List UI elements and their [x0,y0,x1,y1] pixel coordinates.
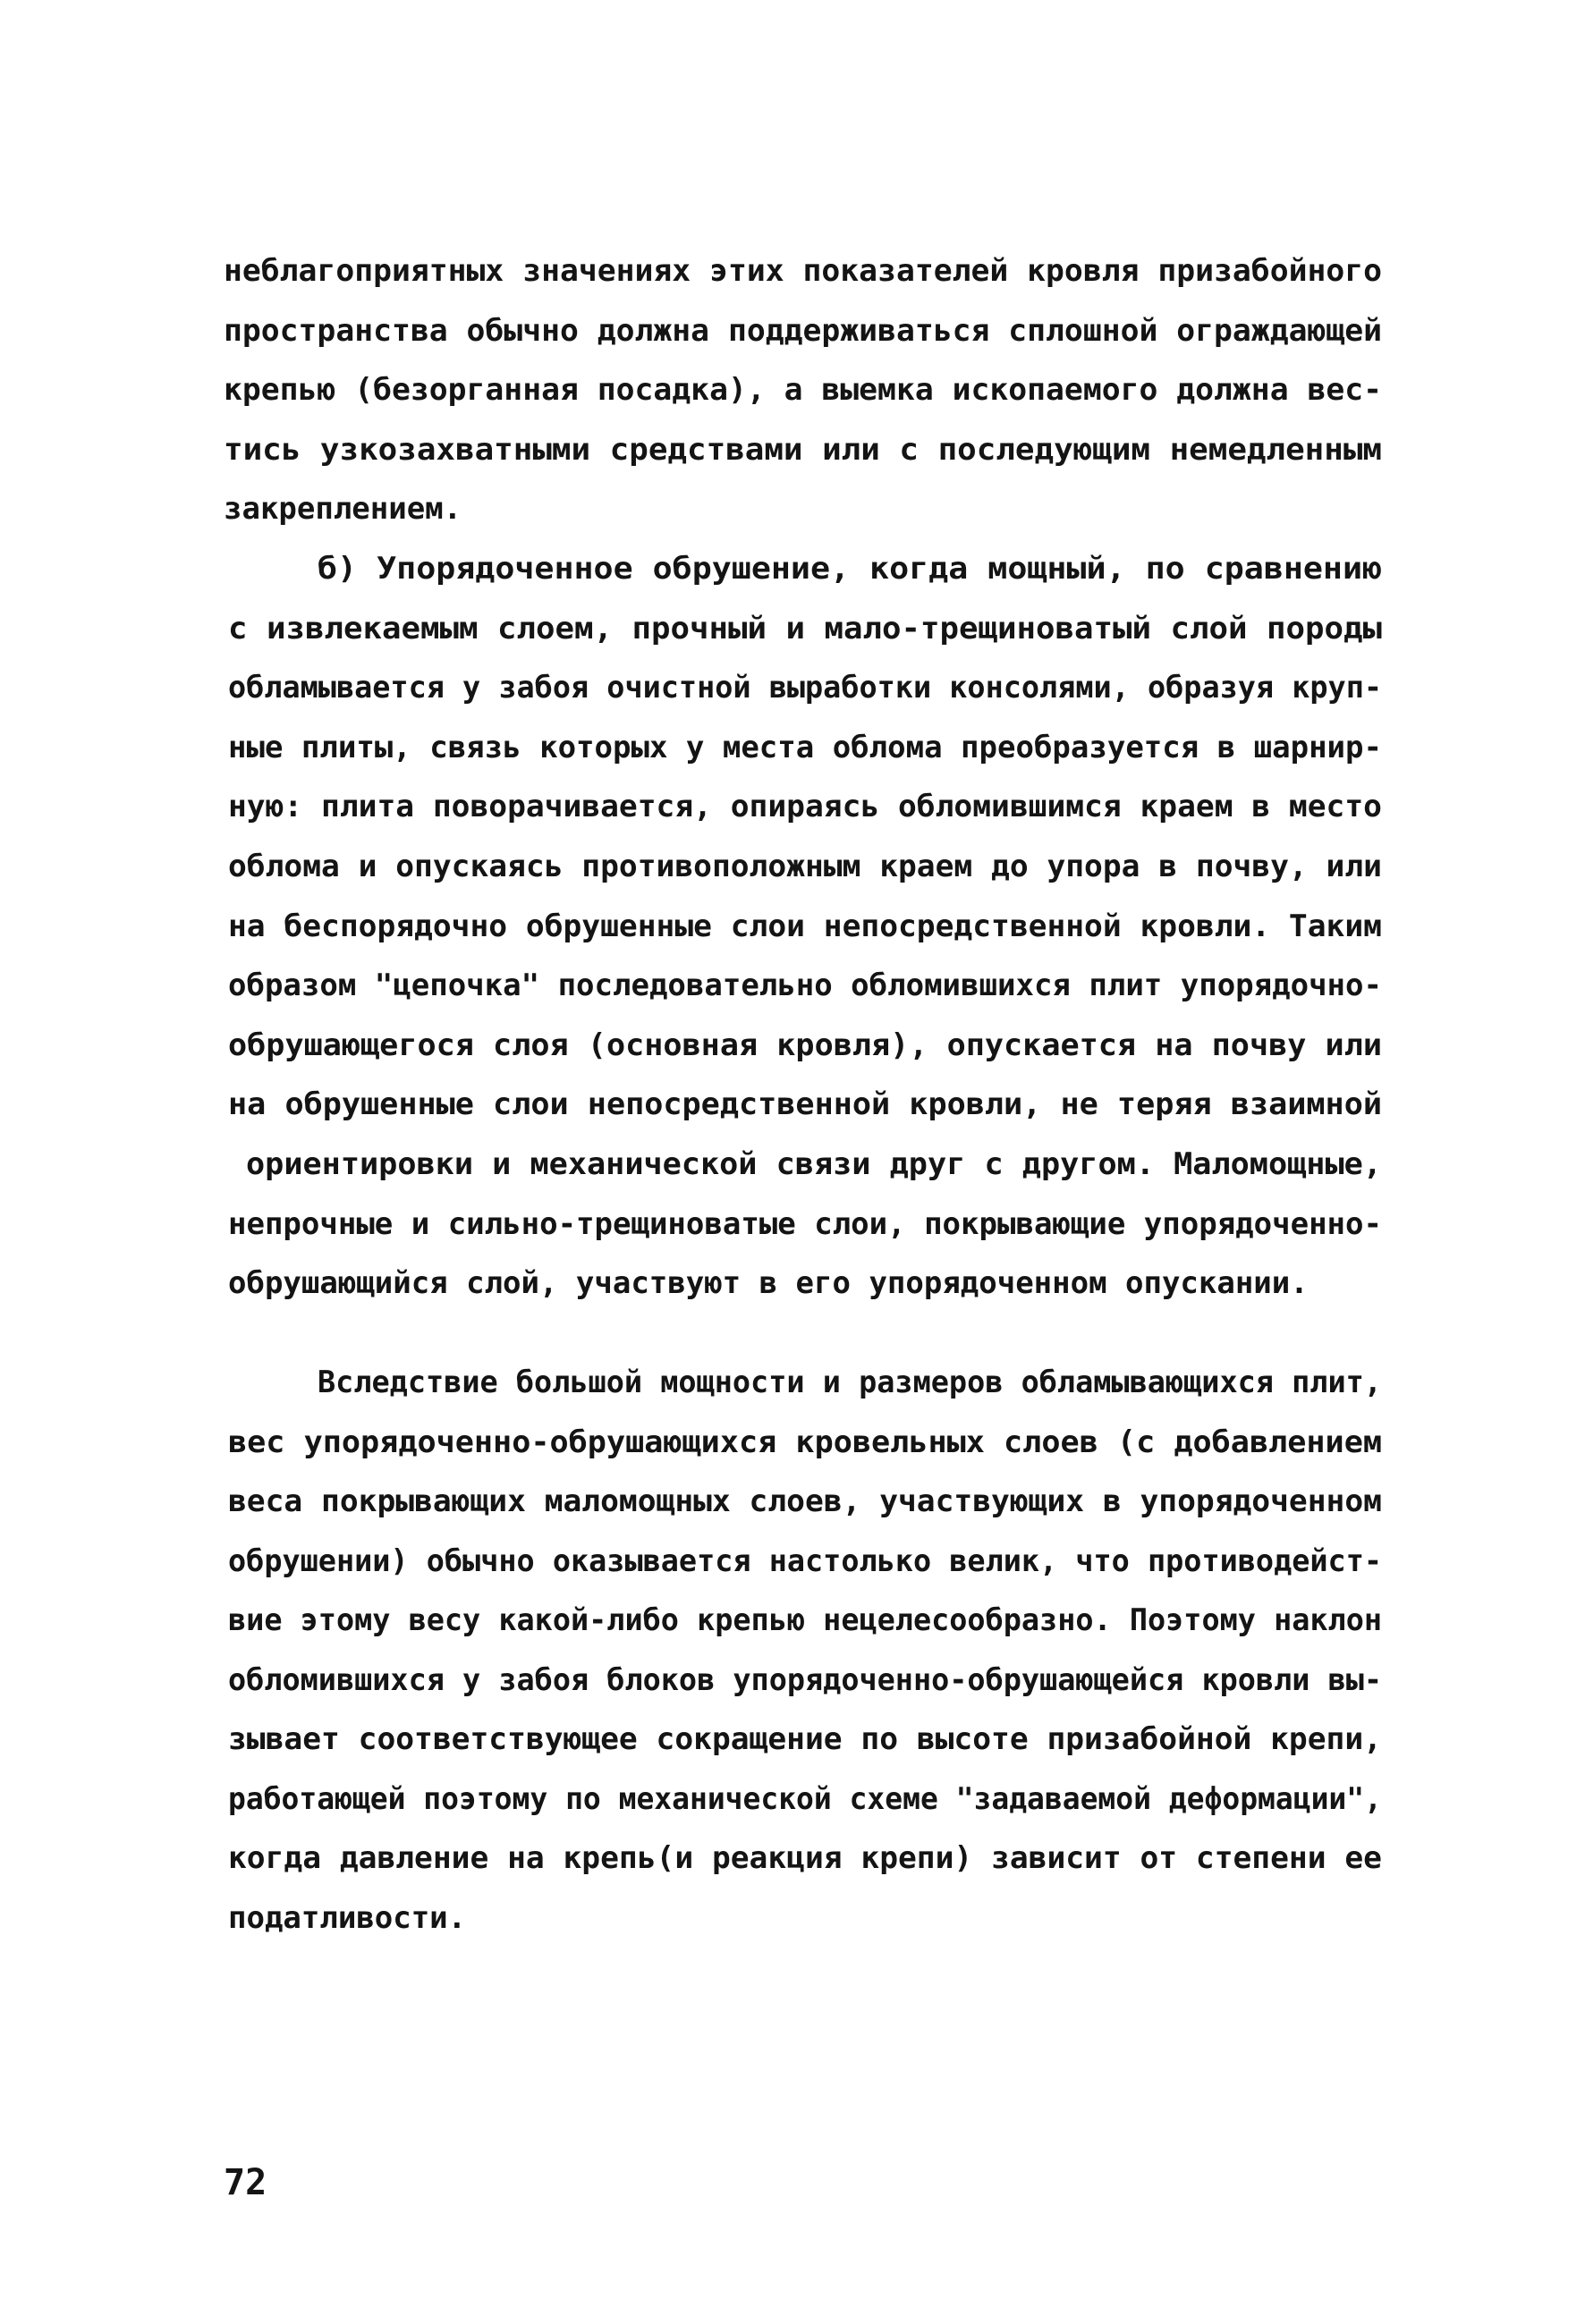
text-line: вие этому весу какой-либо крепью нецелесообразно. Поэтому наклон [228,1602,1383,1638]
text-line: зывает соответствующее сокращение по высоте призабойной крепи, [228,1721,1382,1757]
text-line: веса покрывающих маломощных слоев, участвующих в упорядоченном [228,1483,1382,1519]
text-line: ориентировки и механической связи друг с другом. Маломощные, [246,1146,1382,1182]
text-line: обломившихся у забоя блоков упорядоченно-обрушающейся кровли вы- [228,1662,1383,1698]
text-line: непрочные и сильно-трещиноватые слои, покрывающие упорядоченно- [228,1206,1382,1242]
text-line: когда давление на крепь(и реакция крепи) зависит от степени ее [228,1840,1382,1876]
text-line: крепью (безорганная посадка), а выемка ископаемого должна вес- [224,372,1383,408]
text-line: работающей поэтому по механической схеме "задаваемой деформации", [228,1781,1382,1817]
text-line: б) Упорядоченное обрушение, когда мощный, по сравнению [318,551,1383,587]
text-line: обрушающегося слоя (основная кровля), опускается на почву или [228,1027,1382,1063]
text-line: обрушающийся слой, участвуют в его упорядоченном опускании. [228,1265,1309,1301]
text-line: вес упорядоченно-обрушающихся кровельных слоев (с добавлением [228,1424,1382,1460]
text-line: ные плиты, связь которых у места облома преобразуется в шарнир- [228,730,1382,765]
text-line: тись узкозахватными средствами или с последующим немедленным [224,432,1383,468]
text-line: образом "цепочка" последовательно обломившихся плит упорядочно- [228,968,1382,1003]
text-line: обрушении) обычно оказывается настолько велик, что противодейст- [228,1543,1383,1579]
text-line: податливости. [228,1900,467,1936]
text-line: пространства обычно должна поддерживаться сплошной ограждающей [224,313,1383,349]
text-line: с извлекаемым слоем, прочный и мало-трещиноватый слой породы [228,611,1382,646]
text-line: на обрушенные слои непосредственной кровли, не теряя взаимной [228,1086,1382,1122]
text-line: закреплением. [224,491,462,527]
text-line: неблагоприятных значениях этих показателей кровля призабойного [224,253,1383,289]
text-line: ную: плита поворачивается, опираясь обломившимся краем в место [228,789,1382,824]
page-number: 72 [224,2162,267,2203]
text-line: обламывается у забоя очистной выработки консолями, образуя круп- [228,670,1383,706]
text-line: облома и опускаясь противоположным краем до упора в почву, или [228,849,1382,884]
text-line: Вследствие большой мощности и размеров обламывающихся плит, [318,1365,1382,1400]
text-line: на беспорядочно обрушенные слои непосредственной кровли. Таким [228,908,1382,944]
